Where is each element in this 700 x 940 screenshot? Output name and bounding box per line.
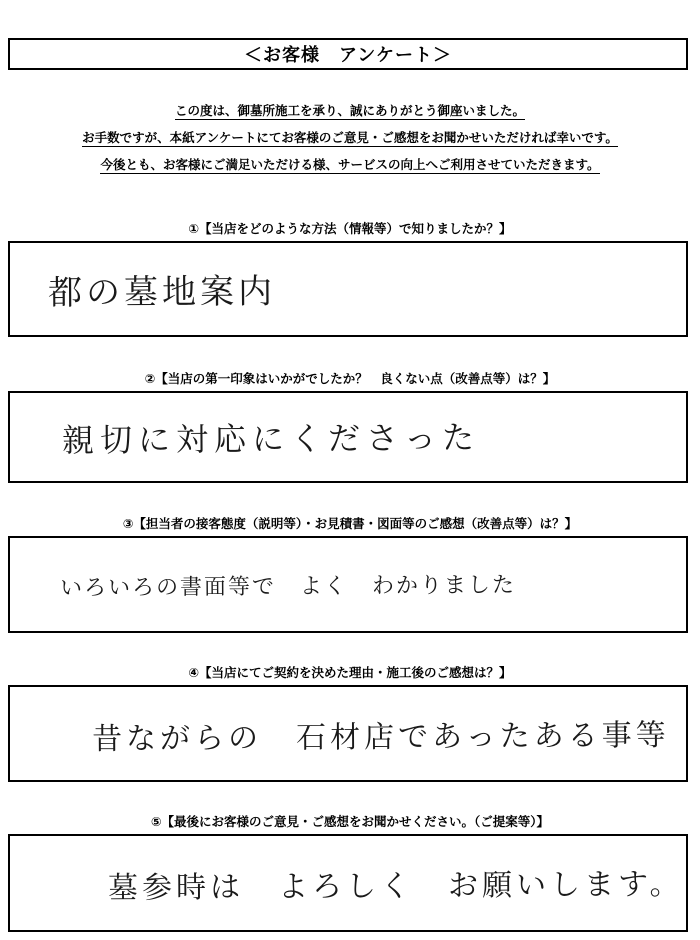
answer-2-box — [8, 391, 688, 483]
intro-line-2: お手数ですが、本紙アンケートにてお客様のご意見・ご感想をお聞かせいただければ幸いです。 — [82, 130, 618, 145]
answer-2-text: 親切に対応にくださった — [61, 418, 481, 460]
answer-5-box — [8, 834, 688, 932]
answer-1-text: 都の墓地案内 — [47, 271, 277, 314]
question-5-label: ⑤【最後にお客様のご意見・ご感想をお聞かせください。（ご提案等）】 — [150, 814, 550, 829]
question-4-label: ④【当店にてご契約を決めた理由・施工後のご感想は？】 — [188, 665, 512, 680]
survey-title: ＜お客様 アンケート＞ — [8, 38, 688, 70]
answer-1-box — [8, 241, 688, 337]
answer-4-box — [8, 685, 688, 782]
question-2-label: ②【当店の第一印象はいかがでしたか？ 良くない点（改善点等）は？】 — [144, 371, 556, 386]
question-1-label: ①【当店をどのような方法（情報等）で知りましたか？】 — [188, 221, 512, 236]
answer-3-text: いろいろの書面等で よく わかりました — [59, 572, 517, 601]
answer-3-box — [8, 536, 688, 633]
answer-4-text: 昔ながらの 石材店であったある事等 — [91, 717, 670, 757]
intro-line-1: この度は、御墓所施工を承り、誠にありがとう御座いました。 — [174, 103, 525, 118]
intro-text — [0, 101, 700, 182]
answer-5-text: 墓参時は よろしく お願いします。 — [107, 866, 684, 907]
question-3-label: ③【担当者の接客態度（説明等）・お見積書・図面等のご感想（改善点等）は？】 — [122, 516, 578, 531]
intro-line-3: 今後とも、お客様にご満足いただける様、サービスの向上へご利用させていただきます。 — [100, 157, 600, 172]
